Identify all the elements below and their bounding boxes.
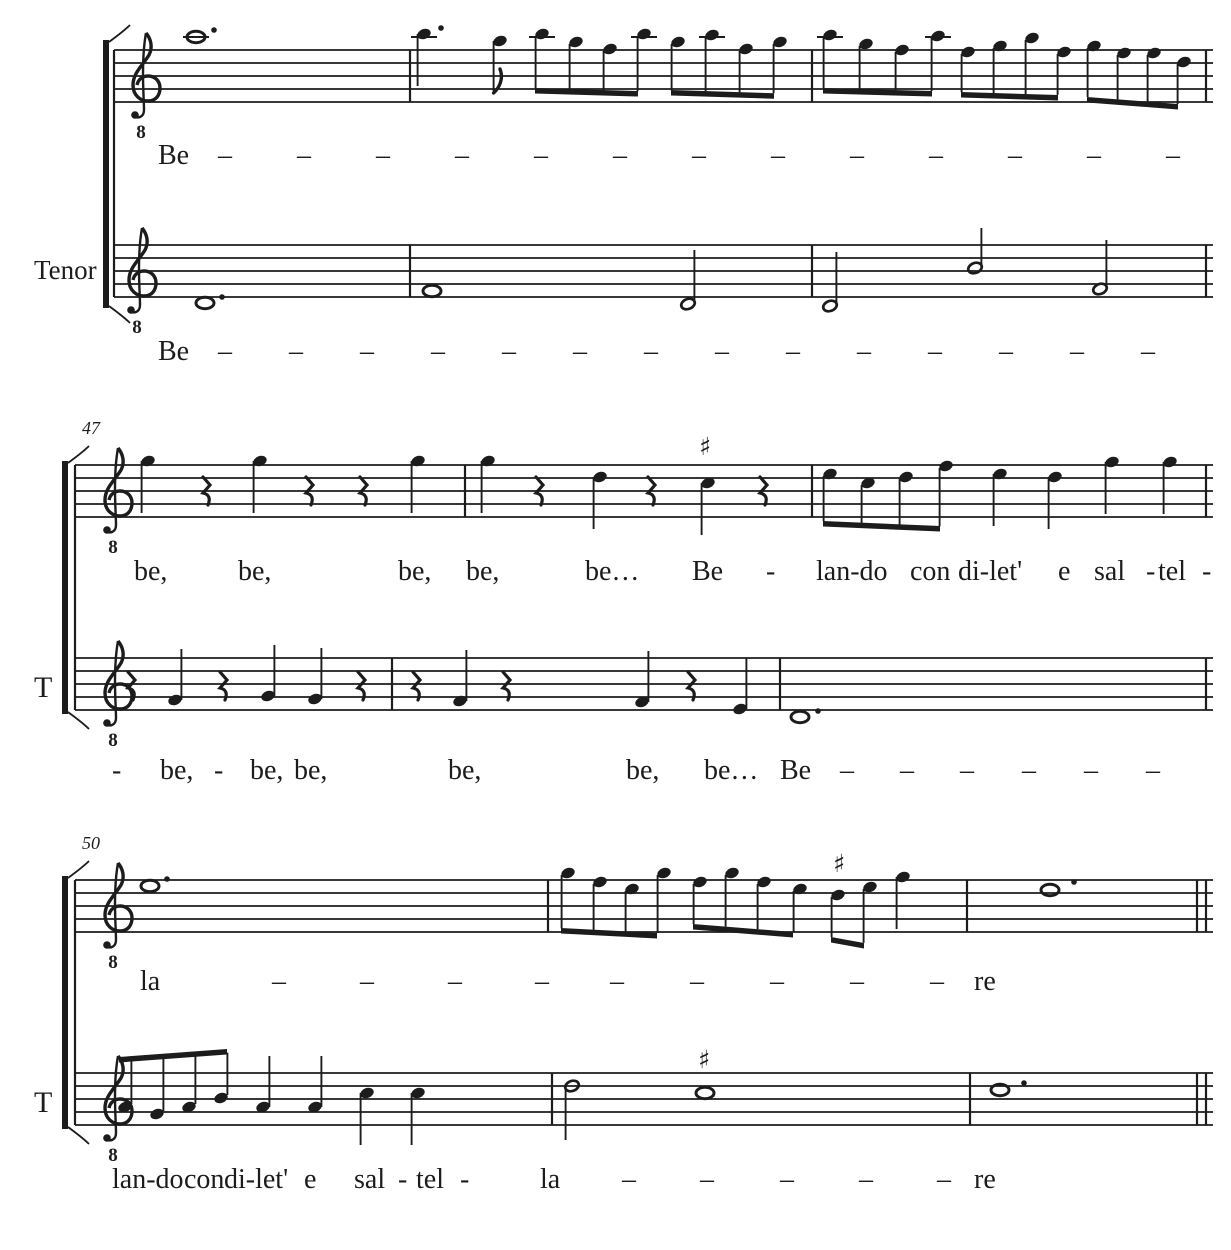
bracket-hook-top <box>68 446 89 463</box>
system2-lower-staff <box>75 641 1213 751</box>
staff-lines <box>75 465 1213 517</box>
lyric-syllable: – <box>360 336 374 367</box>
lyric-syllable: – <box>272 966 286 997</box>
whole-note <box>1041 884 1059 895</box>
voice-label-t-system2: T <box>34 671 53 704</box>
measure-number-47: 47 <box>82 418 100 438</box>
lyric-syllable: Be <box>692 556 724 587</box>
lyric-syllable: – <box>448 966 462 997</box>
clef-octave-8: 8 <box>108 952 118 973</box>
lyric-syllable: – <box>780 1164 794 1195</box>
lyric-syllable: e <box>1058 556 1071 587</box>
lyric-syllable: – <box>376 140 390 171</box>
lyric-syllable: – <box>1022 755 1036 786</box>
lyric-syllable: – <box>360 966 374 997</box>
lyric-syllable: – <box>859 1164 873 1195</box>
clef-octave-8: 8 <box>108 537 118 558</box>
lyric-syllable: be, <box>466 556 500 587</box>
lyric-syllable: - <box>398 1164 408 1195</box>
lyric-syllable: la <box>140 966 161 997</box>
lyric-syllable: – <box>644 336 658 367</box>
lyric-syllable: – <box>960 755 974 786</box>
lyric-syllable: – <box>431 336 445 367</box>
quarter-rest <box>358 672 365 700</box>
lyric-syllable: con <box>184 1164 225 1195</box>
lyric-syllable: – <box>610 966 624 997</box>
quarter-note <box>307 1056 323 1114</box>
quarter-note <box>260 645 276 703</box>
lyric-syllable: be, <box>134 556 168 587</box>
lyric-syllable: – <box>857 336 871 367</box>
system3-lower-staff <box>75 1045 1213 1166</box>
system2-upper-staff <box>75 432 1213 558</box>
quarter-note <box>634 651 650 709</box>
lyric-line-system3-lower <box>0 1164 1231 1204</box>
whole-note <box>196 297 214 308</box>
whole-note <box>141 880 159 891</box>
lyric-syllable: tel <box>1158 556 1186 587</box>
half-note <box>822 252 839 313</box>
lyric-syllable: – <box>1008 140 1022 171</box>
voice-label-t-system3: T <box>34 1086 53 1119</box>
beam <box>671 90 774 99</box>
clef-octave-8: 8 <box>136 122 146 143</box>
augmentation-dot <box>211 27 217 33</box>
lyric-syllable: – <box>850 140 864 171</box>
lyric-syllable: re <box>974 1164 996 1195</box>
lyric-syllable: – <box>573 336 587 367</box>
beam <box>693 924 793 938</box>
lyric-syllable: be, <box>398 556 432 587</box>
augmentation-dot <box>164 876 170 882</box>
lyric-syllable: – <box>218 140 232 171</box>
staff-lines <box>114 245 1213 297</box>
lyric-syllable: – <box>692 140 706 171</box>
lyric-syllable: – <box>700 1164 714 1195</box>
quarter-note <box>359 1086 375 1145</box>
measure-number-50: 50 <box>82 833 100 853</box>
lyric-syllable: di-let' <box>224 1164 289 1195</box>
quarter-note <box>700 476 716 535</box>
lyric-syllable: – <box>613 140 627 171</box>
lyric-syllable: - <box>112 755 122 786</box>
lyric-syllable: Be <box>158 140 190 171</box>
lyric-syllable: sal <box>354 1164 386 1195</box>
quarter-rest <box>413 672 420 700</box>
staff-lines <box>75 1073 1213 1125</box>
lyric-line-system2-lower <box>0 755 1231 795</box>
lyric-syllable: be, <box>238 556 272 587</box>
lyric-syllable: - <box>1202 556 1212 587</box>
quarter-rest <box>688 672 695 700</box>
augmentation-dot <box>438 25 444 31</box>
quarter-note <box>1162 455 1178 514</box>
staff-lines <box>114 50 1213 102</box>
lyric-syllable: – <box>715 336 729 367</box>
augmentation-dot <box>219 294 225 300</box>
lyric-syllable: la <box>540 1164 561 1195</box>
whole-note <box>423 285 441 296</box>
augmentation-dot <box>815 708 821 714</box>
lyric-syllable: – <box>1087 140 1101 171</box>
system3 <box>62 849 1213 1166</box>
lyric-syllable: Be <box>158 336 190 367</box>
augmentation-dot <box>1021 1080 1027 1086</box>
beam <box>119 1049 227 1063</box>
bracket-hook-top <box>68 861 89 878</box>
beam <box>561 928 657 939</box>
beam <box>1087 97 1178 110</box>
lyric-syllable: – <box>786 336 800 367</box>
lyric-syllable: - <box>1146 556 1156 587</box>
lyric-syllable: sal <box>1094 556 1126 587</box>
lyric-syllable: – <box>502 336 516 367</box>
lyric-syllable: – <box>850 966 864 997</box>
voice-label-tenor: Tenor <box>34 255 97 285</box>
beamed-group <box>560 866 672 939</box>
beam <box>823 521 940 532</box>
lyric-line-system1-lower <box>0 336 1231 376</box>
beam <box>831 937 864 949</box>
lyric-syllable: – <box>622 1164 636 1195</box>
lyric-syllable: lan-do <box>112 1164 184 1195</box>
bracket-hook-bottom <box>109 306 130 323</box>
lyric-syllable: – <box>928 336 942 367</box>
beamed-group <box>692 866 808 938</box>
bracket-hook-bottom <box>68 1127 89 1144</box>
quarter-note <box>1104 455 1120 514</box>
lyric-syllable: – <box>930 966 944 997</box>
beamed-group <box>529 27 657 97</box>
quarter-note <box>307 648 323 706</box>
lyric-syllable: – <box>1141 336 1155 367</box>
half-note <box>680 250 697 311</box>
lyric-syllable: be… <box>585 556 640 587</box>
lyric-syllable: – <box>218 336 232 367</box>
quarter-rest <box>220 672 227 700</box>
lyric-syllable: - <box>214 755 224 786</box>
lyric-syllable: lan-do <box>816 556 888 587</box>
lyric-syllable: – <box>937 1164 951 1195</box>
lyric-line-system1-upper <box>0 140 1231 180</box>
lyric-line-system2-upper <box>0 556 1231 596</box>
beam <box>961 92 1058 101</box>
quarter-note <box>410 1086 426 1145</box>
whole-note <box>791 711 809 722</box>
lyric-syllable: be, <box>448 755 482 786</box>
lyric-syllable: be, <box>294 755 328 786</box>
lyric-syllable: di-let' <box>958 556 1023 587</box>
lyric-syllable: be, <box>250 755 284 786</box>
lyric-syllable: - <box>766 556 776 587</box>
system1 <box>103 25 1213 338</box>
quarter-rest <box>503 672 510 700</box>
beamed-group <box>830 880 878 949</box>
lyric-syllable: – <box>534 140 548 171</box>
lyric-syllable: con <box>910 556 951 587</box>
half-note <box>1092 240 1109 296</box>
lyric-syllable: – <box>1070 336 1084 367</box>
lyric-syllable: – <box>999 336 1013 367</box>
whole-note <box>696 1087 714 1098</box>
bracket-hook-bottom <box>68 712 89 729</box>
lyric-syllable: e <box>304 1164 317 1195</box>
lyric-syllable: be… <box>704 755 759 786</box>
half-note <box>564 1079 581 1140</box>
lyric-syllable: re <box>974 966 996 997</box>
lyric-syllable: – <box>1084 755 1098 786</box>
lyric-syllable: – <box>929 140 943 171</box>
lyric-syllable: – <box>535 966 549 997</box>
quarter-note <box>255 1056 271 1114</box>
lyric-syllable: – <box>771 140 785 171</box>
lyric-syllable: be, <box>626 755 660 786</box>
lyric-syllable: – <box>900 755 914 786</box>
lyric-syllable: – <box>297 140 311 171</box>
sharp-icon: ♯ <box>699 432 712 461</box>
clef-octave-8: 8 <box>108 730 118 751</box>
lyric-syllable: - <box>460 1164 470 1195</box>
lyric-syllable: – <box>770 966 784 997</box>
system1-lower-staff <box>114 228 1213 338</box>
lyric-syllable: – <box>289 336 303 367</box>
lyric-syllable: be, <box>160 755 194 786</box>
lyric-line-system3-upper <box>0 966 1231 1006</box>
bracket-hook-top <box>109 25 130 42</box>
system1-upper-staff <box>114 25 1213 143</box>
lyric-syllable: – <box>1166 140 1180 171</box>
quarter-note <box>732 658 748 716</box>
clef-octave-8: 8 <box>132 317 142 338</box>
half-note <box>967 228 984 275</box>
lyric-syllable: – <box>690 966 704 997</box>
sharp-icon: ♯ <box>833 849 846 878</box>
lyric-syllable: – <box>1146 755 1160 786</box>
lyric-syllable: – <box>840 755 854 786</box>
augmentation-dot <box>1071 879 1077 885</box>
clef-octave-8: 8 <box>108 1145 118 1166</box>
beamed-group <box>960 31 1072 101</box>
quarter-note <box>895 870 911 929</box>
lyric-syllable: tel <box>416 1164 444 1195</box>
sharp-icon: ♯ <box>698 1045 711 1074</box>
system3-upper-staff <box>75 849 1213 973</box>
lyric-syllable: – <box>455 140 469 171</box>
beamed-group <box>822 459 954 532</box>
lyric-syllable: Be <box>780 755 812 786</box>
